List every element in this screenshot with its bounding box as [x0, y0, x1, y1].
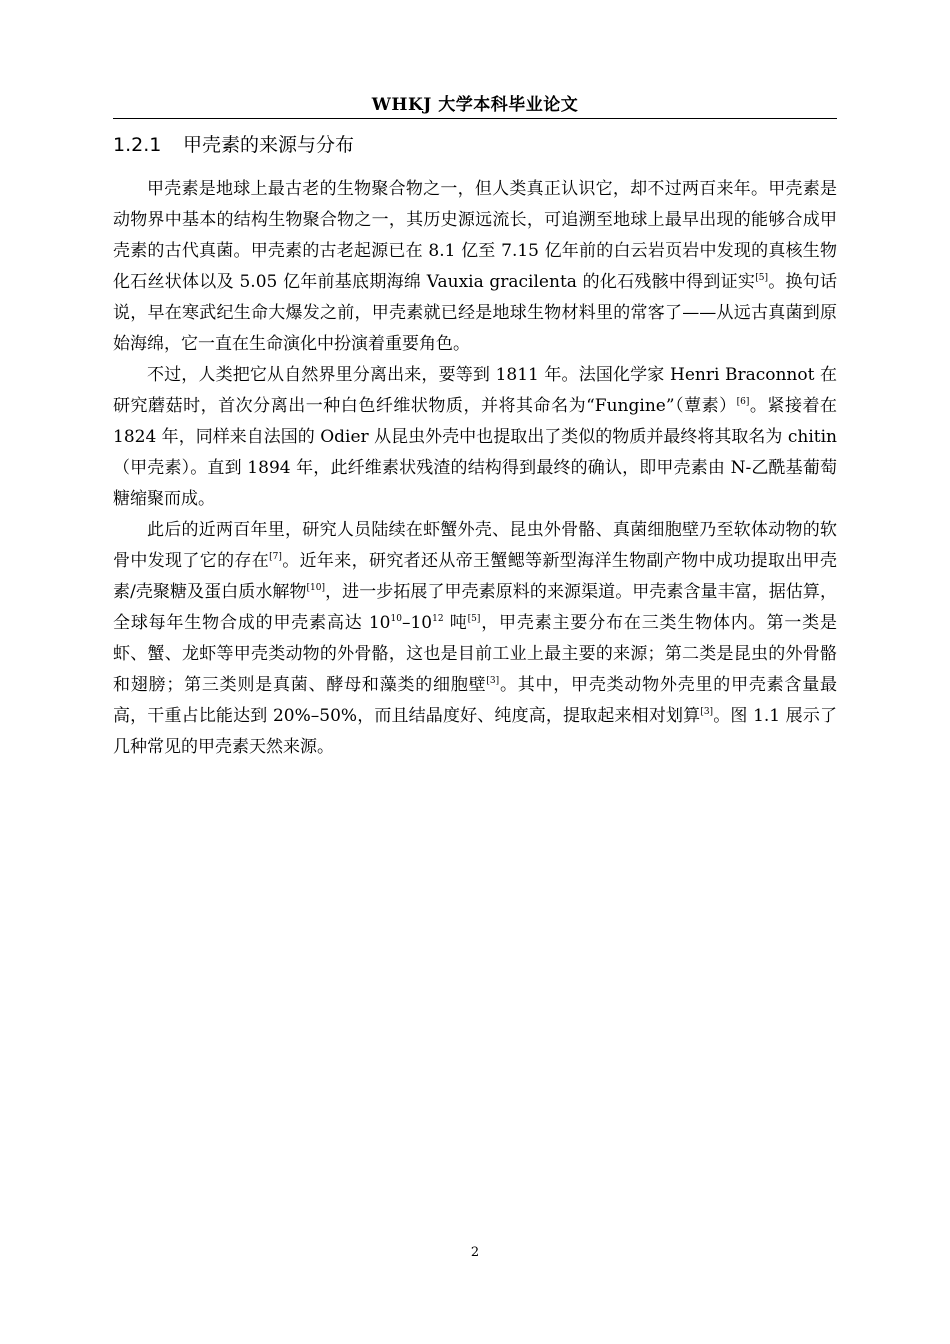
paragraph-3-text-g: 。其中，甲壳类动物外壳里的甲壳素含量最高，干重占比能达到 20%–50%，而且结晶度好、纯度高，提取起来相对划算: [113, 675, 837, 726]
paragraph-1-text-a: 甲壳素是地球上最古老的生物聚合物之一，但人类真正认识它，却不过两百来年。甲壳素是动物界中基本的结构生物聚合物之一，其历史源远流长，可追溯至地球上最早出现的能够合成甲壳素的古代真菌。甲壳素的古老起源已在 8.1 亿至 7.15 亿年前的白云岩页岩中发现的真核生物化石丝状体以及 5.05 亿年前基底期海绵 Vauxia gracilenta 的化石残骸中得到证实: [113, 179, 837, 292]
paragraph-3-text-d: –10: [401, 613, 433, 633]
paragraph-3-text-e: 吨: [443, 613, 468, 633]
paragraph-3-text-h: 。图 1.1 展示了几种常见的甲壳素天然来源。: [113, 706, 837, 757]
body-text: [113, 174, 837, 763]
paragraph-3-text-c: ，进一步拓展了甲壳素原料的来源渠道。甲壳素含量丰富，据估算，全球每年生物合成的甲壳素高达 10: [113, 582, 838, 633]
paragraph-3-text-f: ，甲壳素主要分布在三类生物体内。第一类是虾、蟹、龙虾等甲壳类动物的外骨骼，这也是目前工业上最主要的来源；第二类是昆虫的外骨骼和翅膀；第三类则是真菌、酵母和藻类的细胞壁: [113, 613, 838, 695]
exponent: 10: [390, 614, 402, 624]
paragraph-2: [113, 360, 837, 515]
paragraph-1-text-b: 。换句话说，早在寒武纪生命大爆发之前，甲壳素就已经是地球生物材料里的常客了——从远古真菌到原始海绵，它一直在生命演化中扮演着重要角色。: [113, 272, 837, 354]
header-title: WHKJ 大学本科毕业论文: [371, 95, 579, 115]
paragraph-3-text-a: 此后的近两百年里，研究人员陆续在虾蟹外壳、昆虫外骨骼、真菌细胞壁乃至软体动物的软骨中发现了它的存在: [113, 520, 837, 571]
paragraph-1: [113, 174, 837, 360]
citation-ref: [3]: [486, 676, 500, 686]
paragraph-3: [113, 515, 837, 763]
paragraph-2-text-b: 。紧接着在 1824 年，同样来自法国的 Odier 从昆虫外壳中也提取出了类似的物质并最终将其取名为 chitin（甲壳素）。直到 1894 年，此纤维素状残渣的结构得到最终的确认，即甲壳素由 N-乙酰基葡萄糖缩聚而成。: [113, 396, 838, 509]
citation-ref: [10]: [306, 583, 326, 593]
page-header: [113, 92, 837, 119]
citation-ref: [5]: [755, 273, 768, 283]
citation-ref: [6]: [736, 397, 750, 407]
citation-ref: [3]: [700, 707, 714, 717]
paragraph-3-text-b: 。近年来，研究者还从帝王蟹鳃等新型海洋生物副产物中成功提取出甲壳素/壳聚糖及蛋白质水解物: [113, 551, 838, 602]
exponent: 12: [432, 614, 444, 624]
section-number: 1.2.1: [113, 134, 162, 156]
section-heading: [113, 131, 354, 159]
page-number: 2: [470, 1245, 480, 1260]
section-title: 甲壳素的来源与分布: [183, 134, 355, 156]
paragraph-2-text-a: 不过，人类把它从自然界里分离出来，要等到 1811 年。法国化学家 Henri Braconnot 在研究蘑菇时，首次分离出一种白色纤维状物质，并将其命名为“Fungine”（蕈素）: [113, 365, 837, 416]
citation-ref: [7]: [269, 552, 282, 562]
citation-ref: [5]: [467, 614, 481, 624]
